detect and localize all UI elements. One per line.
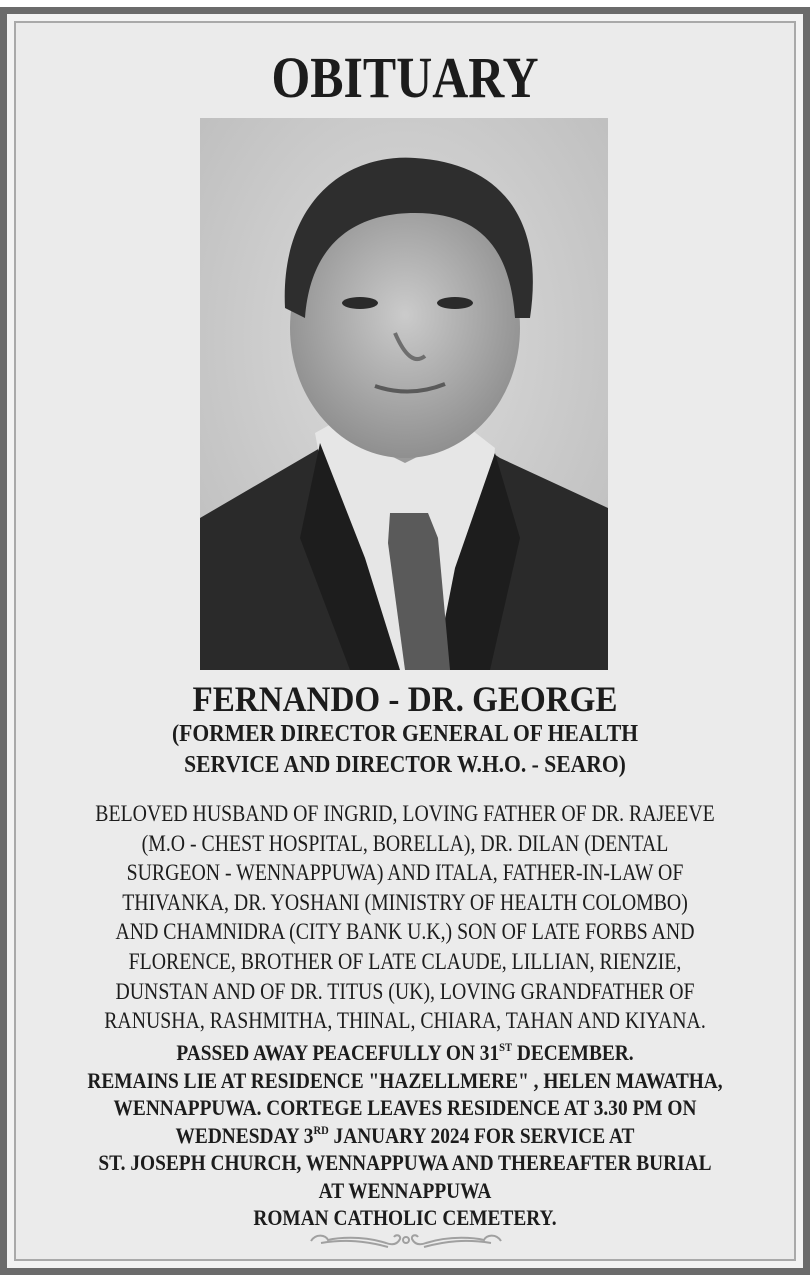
obituary-notice (14, 21, 796, 1261)
service-date-line (63, 1122, 748, 1150)
passing-month: DECEMBER. (512, 1040, 634, 1065)
portrait-photo-icon (200, 118, 608, 670)
ordinal-suffix: RD (313, 1122, 329, 1137)
passing-text: PASSED AWAY PEACEFULLY ON 31 (176, 1040, 500, 1065)
family-line: SURGEON - WENNAPPUWA) AND ITALA, FATHER-IN-LAW OF (126, 860, 684, 886)
ordinal-suffix: ST (499, 1040, 513, 1054)
notice-title: OBITUARY (271, 45, 539, 110)
funeral-line: AT WENNAPPUWA (318, 1177, 492, 1203)
family-line: THIVANKA, DR. YOSHANI (MINISTRY OF HEALTH COLOMBO) (122, 889, 688, 915)
role-line: (FORMER DIRECTOR GENERAL OF HEALTH (171, 721, 639, 747)
family-line: BELOVED HUSBAND OF INGRID, LOVING FATHER OF DR. RAJEEVE (95, 801, 715, 826)
service-day: WEDNESDAY 3 (175, 1122, 314, 1148)
frame-gap (7, 14, 803, 1268)
funeral-arrangements (63, 1039, 748, 1232)
family-line: AND CHAMNIDRA (CITY BANK U.K,) SON OF LATE FORBS AND (115, 919, 695, 945)
portrait-photo (200, 118, 608, 670)
deceased-name: FERNANDO - DR. GEORGE (192, 679, 618, 719)
passing-date-line (63, 1039, 748, 1067)
role-line: SERVICE AND DIRECTOR W.H.O. - SEARO) (184, 752, 626, 778)
funeral-line: ST. JOSEPH CHURCH, WENNAPPUWA AND THEREAFTER BURIAL (98, 1150, 712, 1175)
family-line: RANUSHA, RASHMITHA, THINAL, CHIARA, TAHAN AND KIYANA. (104, 1008, 706, 1034)
service-date-rest: JANUARY 2024 FOR SERVICE AT (328, 1122, 635, 1148)
family-details (70, 799, 739, 1036)
funeral-line: REMAINS LIE AT RESIDENCE "HAZELLMERE" , HELEN MAWATHA, (87, 1067, 723, 1093)
deceased-role (55, 719, 755, 781)
funeral-line: ROMAN CATHOLIC CEMETERY. (253, 1205, 557, 1230)
family-line: DUNSTAN AND OF DR. TITUS (UK), LOVING GRANDFATHER OF (115, 978, 695, 1004)
funeral-line: WENNAPPUWA. CORTEGE LEAVES RESIDENCE AT 3.30 PM ON (113, 1095, 697, 1120)
family-line: (M.O - CHEST HOSPITAL, BORELLA), DR. DILAN (DENTAL (141, 830, 669, 856)
scroll-flourish-ornament-icon (306, 1229, 506, 1251)
family-line: FLORENCE, BROTHER OF LATE CLAUDE, LILLIAN, RIENZIE, (128, 948, 682, 974)
outer-frame-border (0, 7, 810, 1275)
